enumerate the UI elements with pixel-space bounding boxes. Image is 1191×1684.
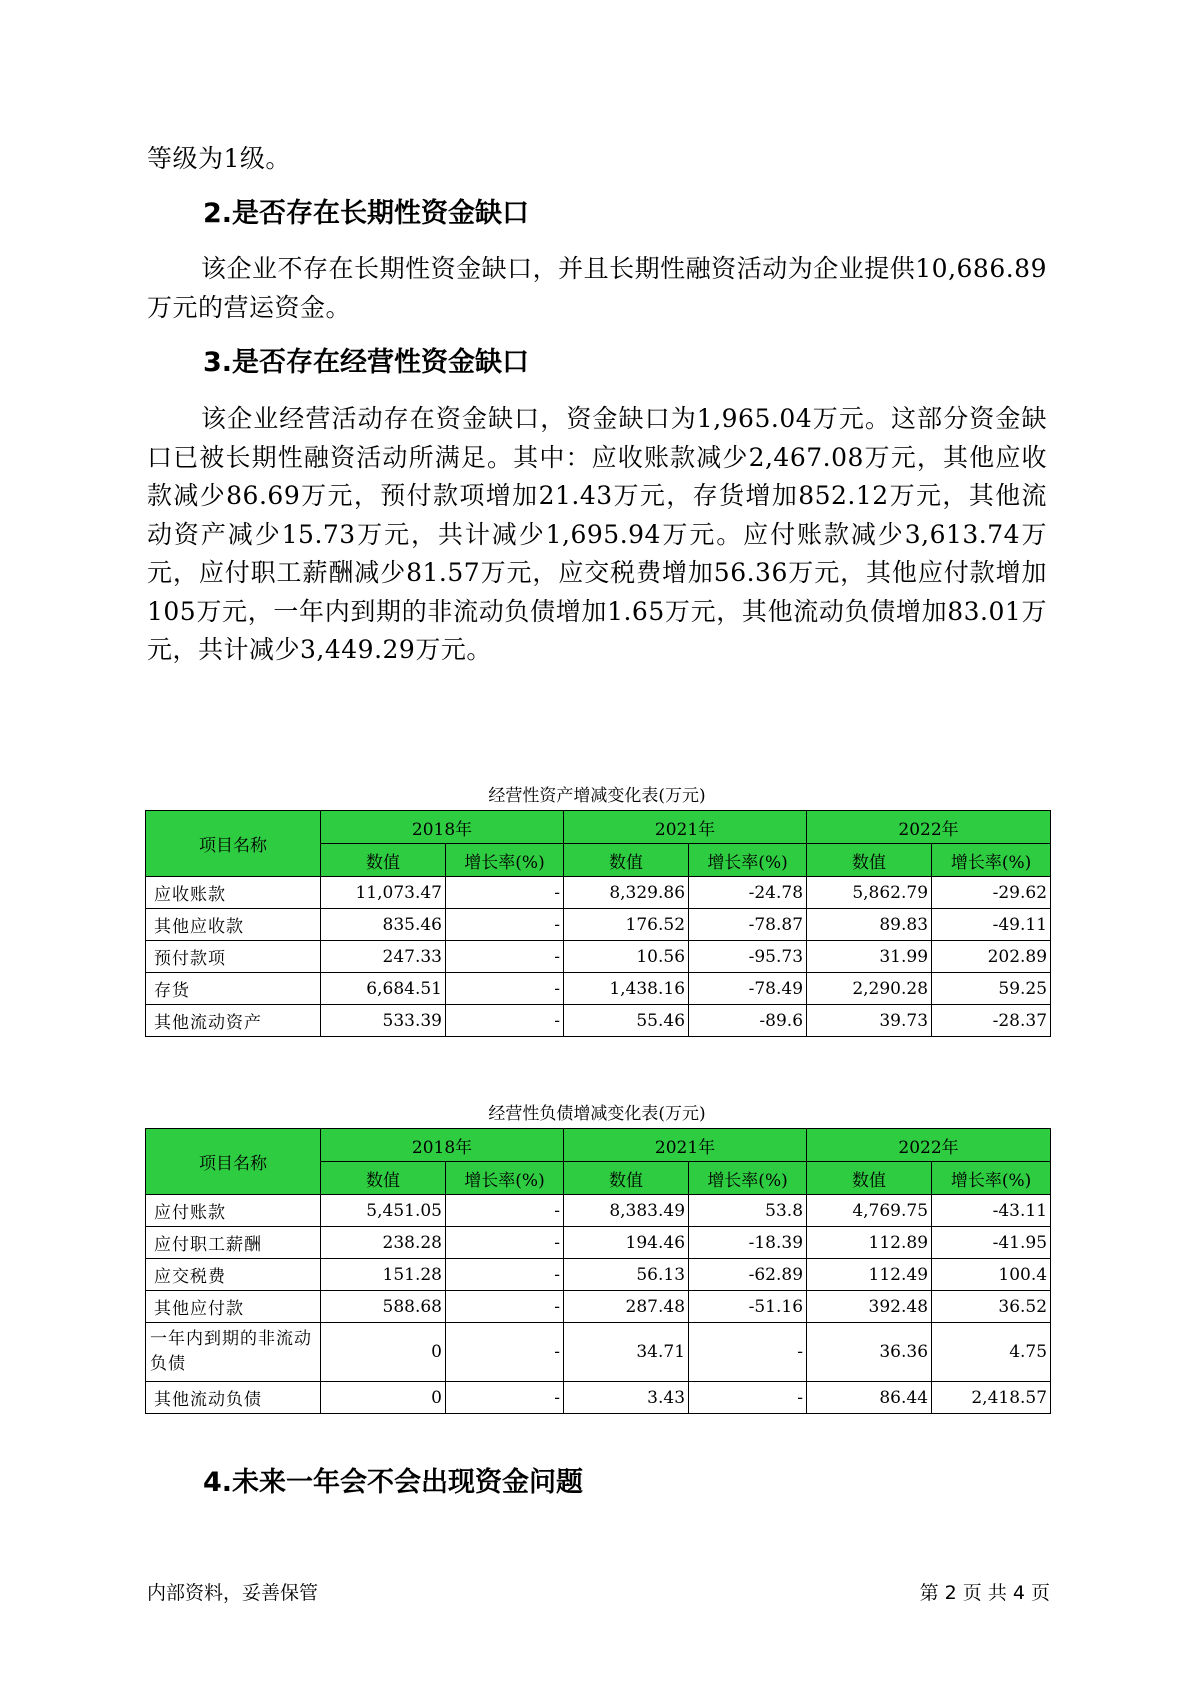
cell-value: 86.44 xyxy=(807,1382,932,1414)
cell-growth-rate: - xyxy=(689,1382,807,1414)
row-item-name: 其他应付款 xyxy=(146,1291,321,1323)
cell-value: 0 xyxy=(321,1382,446,1414)
cell-growth-rate: -43.11 xyxy=(932,1195,1051,1227)
table-row xyxy=(146,1227,1051,1259)
cell-value: 34.71 xyxy=(564,1323,689,1382)
header-value: 数值 xyxy=(807,844,932,877)
operating-assets-table xyxy=(145,810,1051,1037)
cell-value: 8,329.86 xyxy=(564,877,689,909)
cell-growth-rate: -78.87 xyxy=(689,909,807,941)
paragraph-grade: 等级为1级。 xyxy=(147,144,291,173)
cell-growth-rate: -29.62 xyxy=(932,877,1051,909)
row-item-name: 其他应收款 xyxy=(146,909,321,941)
table-row xyxy=(146,1382,1051,1414)
cell-growth-rate: -49.11 xyxy=(932,909,1051,941)
cell-growth-rate: -95.73 xyxy=(689,941,807,973)
cell-value: 247.33 xyxy=(321,941,446,973)
heading-operating-gap: 3.是否存在经营性资金缺口 xyxy=(203,347,530,378)
table-row xyxy=(146,877,1051,909)
cell-value: 5,862.79 xyxy=(807,877,932,909)
header-rate: 增长率(%) xyxy=(446,844,564,877)
cell-growth-rate: 2,418.57 xyxy=(932,1382,1051,1414)
header-rate: 增长率(%) xyxy=(689,1162,807,1195)
header-year: 2018年 xyxy=(321,811,564,844)
cell-value: 36.36 xyxy=(807,1323,932,1382)
header-year: 2018年 xyxy=(321,1129,564,1162)
footer-page-number: 第 2 页 共 4 页 xyxy=(919,1582,1050,1604)
cell-growth-rate: - xyxy=(446,973,564,1005)
header-rate: 增长率(%) xyxy=(689,844,807,877)
row-item-name: 应收账款 xyxy=(146,877,321,909)
header-rate: 增长率(%) xyxy=(446,1162,564,1195)
cell-value: 11,073.47 xyxy=(321,877,446,909)
cell-value: 588.68 xyxy=(321,1291,446,1323)
cell-growth-rate: -28.37 xyxy=(932,1005,1051,1037)
cell-growth-rate: 59.25 xyxy=(932,973,1051,1005)
cell-growth-rate: 4.75 xyxy=(932,1323,1051,1382)
row-item-name: 存货 xyxy=(146,973,321,1005)
row-item-name: 其他流动负债 xyxy=(146,1382,321,1414)
heading-future-funding: 4.未来一年会不会出现资金问题 xyxy=(203,1467,584,1498)
cell-growth-rate: -18.39 xyxy=(689,1227,807,1259)
cell-value: 2,290.28 xyxy=(807,973,932,1005)
cell-growth-rate: 202.89 xyxy=(932,941,1051,973)
paragraph-long-term-gap: 该企业不存在长期性资金缺口，并且长期性融资活动为企业提供10,686.89万元的营运资金。 xyxy=(147,254,1047,322)
table-row xyxy=(146,1195,1051,1227)
cell-value: 194.46 xyxy=(564,1227,689,1259)
header-value: 数值 xyxy=(321,1162,446,1195)
table-caption-assets: 经营性资产增减变化表(万元) xyxy=(488,786,706,806)
table-caption-liabilities: 经营性负债增减变化表(万元) xyxy=(488,1104,706,1124)
cell-growth-rate: -78.49 xyxy=(689,973,807,1005)
cell-value: 89.83 xyxy=(807,909,932,941)
cell-growth-rate: - xyxy=(446,1259,564,1291)
row-item-name: 应付职工薪酬 xyxy=(146,1227,321,1259)
row-item-name: 应交税费 xyxy=(146,1259,321,1291)
header-year: 2022年 xyxy=(807,811,1051,844)
cell-value: 1,438.16 xyxy=(564,973,689,1005)
cell-value: 5,451.05 xyxy=(321,1195,446,1227)
row-item-name: 应付账款 xyxy=(146,1195,321,1227)
cell-value: 3.43 xyxy=(564,1382,689,1414)
cell-growth-rate: 53.8 xyxy=(689,1195,807,1227)
header-year: 2021年 xyxy=(564,1129,807,1162)
table-row xyxy=(146,941,1051,973)
header-value: 数值 xyxy=(564,1162,689,1195)
cell-growth-rate: - xyxy=(446,877,564,909)
cell-growth-rate: - xyxy=(446,1005,564,1037)
cell-growth-rate: -89.6 xyxy=(689,1005,807,1037)
cell-value: 176.52 xyxy=(564,909,689,941)
cell-value: 835.46 xyxy=(321,909,446,941)
cell-growth-rate: -24.78 xyxy=(689,877,807,909)
cell-growth-rate: 100.4 xyxy=(932,1259,1051,1291)
table-row xyxy=(146,973,1051,1005)
cell-value: 238.28 xyxy=(321,1227,446,1259)
cell-value: 151.28 xyxy=(321,1259,446,1291)
header-year: 2021年 xyxy=(564,811,807,844)
cell-growth-rate: -62.89 xyxy=(689,1259,807,1291)
cell-value: 39.73 xyxy=(807,1005,932,1037)
cell-value: 6,684.51 xyxy=(321,973,446,1005)
cell-value: 31.99 xyxy=(807,941,932,973)
row-item-name: 预付款项 xyxy=(146,941,321,973)
table-row xyxy=(146,1291,1051,1323)
header-rate: 增长率(%) xyxy=(932,1162,1051,1195)
cell-value: 55.46 xyxy=(564,1005,689,1037)
paragraph-operating-gap: 该企业经营活动存在资金缺口，资金缺口为1,965.04万元。这部分资金缺口已被长期性融资活动所满足。其中：应收账款减少2,467.08万元，其他应收款减少86.69万元，预付款项增加21.43万元，存货增加852.12万元，其他流动资产减少15.73万元，共计减少1,695.94万元。应付账款减少3,613.74万元，应付职工薪酬减少81.57万元，应交税费增加56.36万元，其他应付款增加105万元，一年内到期的非流动负债增加1.65万元，其他流动负债增加83.01万元，共计减少3,449.29万元。 xyxy=(147,404,1047,664)
table-row xyxy=(146,1323,1051,1382)
cell-value: 112.89 xyxy=(807,1227,932,1259)
cell-value: 0 xyxy=(321,1323,446,1382)
cell-growth-rate: 36.52 xyxy=(932,1291,1051,1323)
row-item-name: 一年内到期的非流动负债 xyxy=(146,1323,321,1382)
cell-growth-rate: - xyxy=(689,1323,807,1382)
row-item-name: 其他流动资产 xyxy=(146,1005,321,1037)
header-year: 2022年 xyxy=(807,1129,1051,1162)
cell-growth-rate: -41.95 xyxy=(932,1227,1051,1259)
cell-value: 4,769.75 xyxy=(807,1195,932,1227)
cell-growth-rate: - xyxy=(446,941,564,973)
cell-value: 112.49 xyxy=(807,1259,932,1291)
operating-liabilities-table xyxy=(145,1128,1051,1414)
cell-growth-rate: - xyxy=(446,1195,564,1227)
cell-value: 8,383.49 xyxy=(564,1195,689,1227)
header-rate: 增长率(%) xyxy=(932,844,1051,877)
cell-value: 56.13 xyxy=(564,1259,689,1291)
table-row xyxy=(146,1005,1051,1037)
cell-value: 287.48 xyxy=(564,1291,689,1323)
cell-value: 392.48 xyxy=(807,1291,932,1323)
header-value: 数值 xyxy=(564,844,689,877)
table-row xyxy=(146,909,1051,941)
footer-confidential-note: 内部资料，妥善保管 xyxy=(147,1582,319,1604)
cell-growth-rate: - xyxy=(446,1291,564,1323)
cell-value: 533.39 xyxy=(321,1005,446,1037)
cell-growth-rate: - xyxy=(446,909,564,941)
cell-growth-rate: - xyxy=(446,1323,564,1382)
header-item-name: 项目名称 xyxy=(146,1129,321,1195)
header-value: 数值 xyxy=(321,844,446,877)
cell-value: 10.56 xyxy=(564,941,689,973)
header-item-name: 项目名称 xyxy=(146,811,321,877)
cell-growth-rate: - xyxy=(446,1382,564,1414)
table-row xyxy=(146,1259,1051,1291)
cell-growth-rate: -51.16 xyxy=(689,1291,807,1323)
cell-growth-rate: - xyxy=(446,1227,564,1259)
heading-long-term-gap: 2.是否存在长期性资金缺口 xyxy=(203,198,530,229)
header-value: 数值 xyxy=(807,1162,932,1195)
